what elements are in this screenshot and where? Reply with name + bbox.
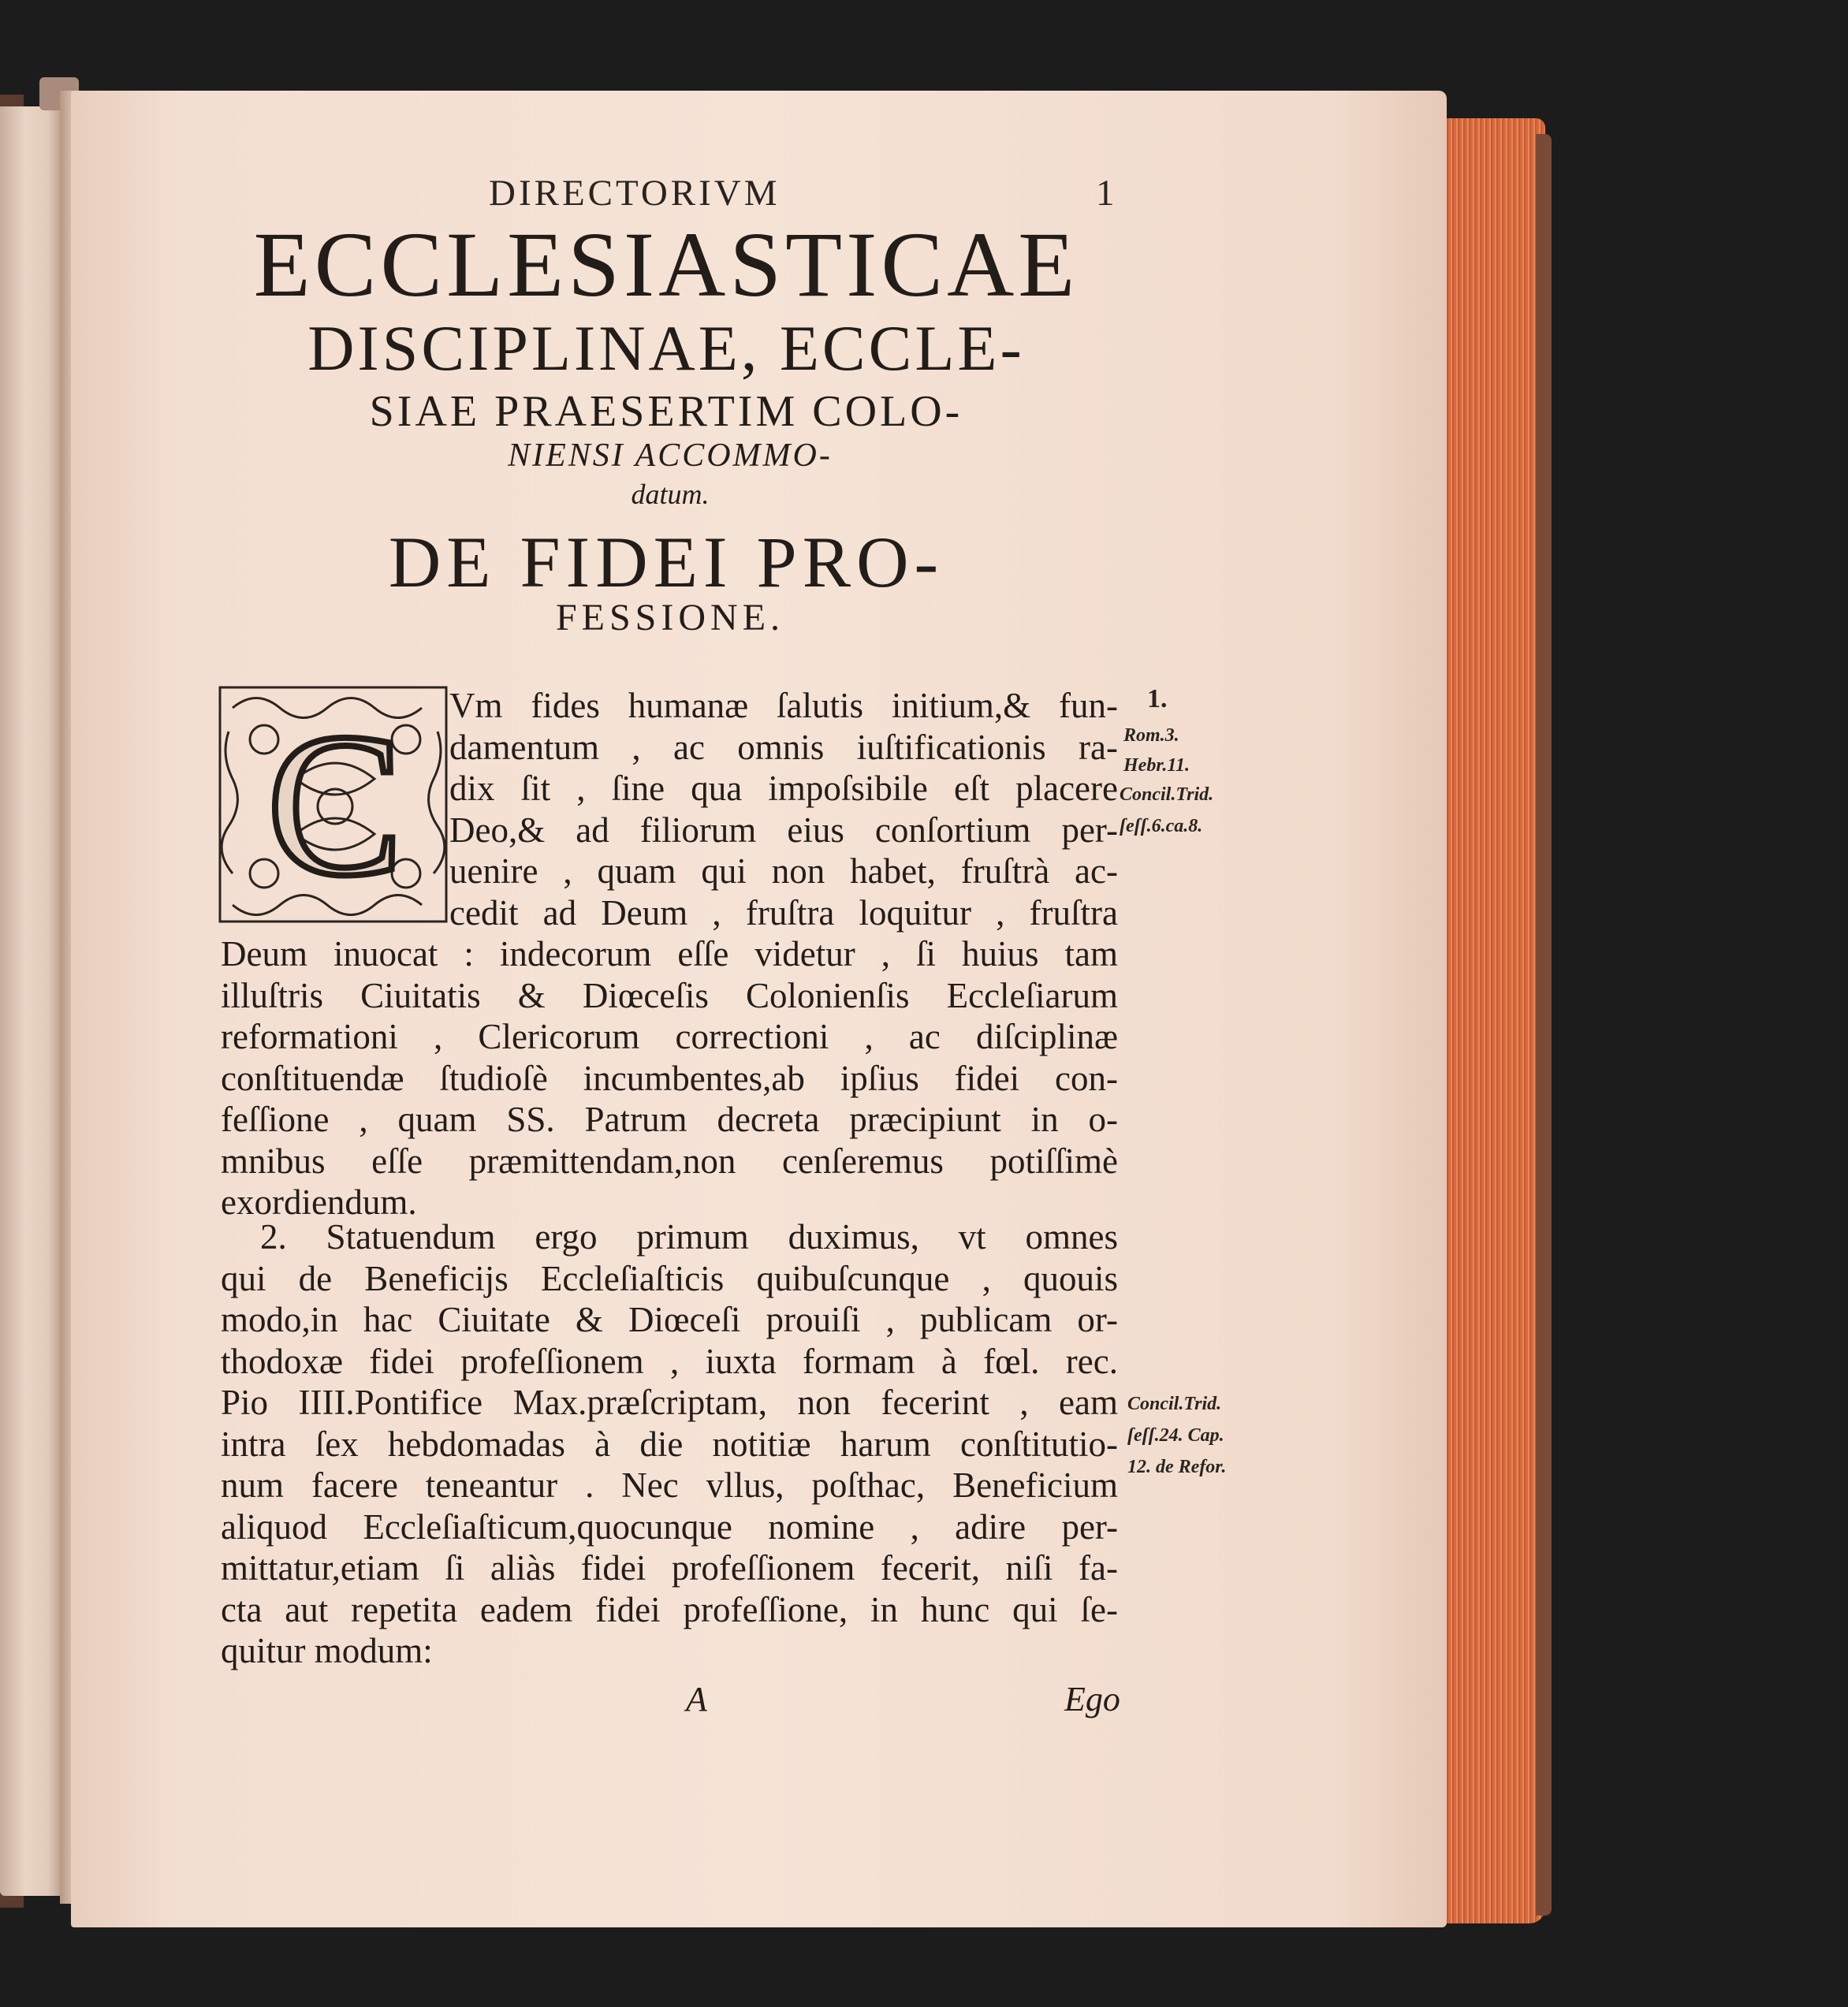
text-line: uenire , quam qui non habet, fruſtrà ac- (449, 851, 1118, 891)
title-line-1: ECCLESIASTICAE (253, 213, 1079, 316)
title-line-4: NIENSI ACCOMMO- (508, 438, 833, 474)
section-heading-line-1: DE FIDEI PRO- (388, 522, 944, 602)
folio-number: 1 (1096, 173, 1115, 214)
margin-note-hebr: Hebr.11. (1123, 755, 1190, 776)
text-line: Deum inuocat : indecorum eſſe videtur , ſi huius tam (221, 934, 1118, 974)
text-line: dix ſit , ſine qua impoſsibile eſt placere (449, 769, 1118, 808)
margin-note-number: 1. (1147, 684, 1168, 713)
title-line-2: DISCIPLINAE, ECCLE- (307, 312, 1025, 384)
text-line: Vm fides humanæ ſalutis initium,& fun- (449, 686, 1118, 725)
page-edges (1443, 118, 1545, 1923)
text-line: num facere teneantur . Nec vllus, poſthac, Beneficium (221, 1465, 1118, 1505)
catchword: Ego (1064, 1680, 1120, 1718)
text-line: aliquod Eccleſiaſticum,quocunque nomine , adire per- (221, 1506, 1118, 1547)
margin-note-rom: Rom.3. (1123, 725, 1179, 746)
text-line: Deo,& ad filiorum eius conſortium per- (449, 810, 1118, 850)
signature-mark: A (686, 1680, 707, 1718)
text-line: qui de Beneficijs Eccleſiaſticis quibuſcunque , quouis (221, 1258, 1118, 1298)
text-line: quitur modum: (221, 1631, 433, 1670)
text-line: exordiendum. (221, 1182, 417, 1222)
text-line: cedit ad Deum , fruſtra loquitur , fruſtra (449, 892, 1118, 933)
margin-note-refor: 12. de Refor. (1127, 1457, 1227, 1477)
margin-note-concil: Concil.Trid. (1120, 784, 1214, 805)
running-title: DIRECTORIVM (489, 173, 781, 214)
text-line: mnibus eſſe præmittendam,non cenſeremus potiſſimè (221, 1141, 1118, 1181)
text-line: mittatur,etiam ſi aliàs fidei profeſſionem fecerit, niſi fa- (221, 1548, 1118, 1588)
text-line: feſſione , quam SS. Patrum decreta præcipiunt in o- (221, 1100, 1118, 1139)
left-page (0, 106, 63, 1896)
title-line-3: SIAE PRAESERTIM COLO- (369, 387, 963, 436)
text-line: modo,in hac Ciuitate & Diœceſi prouiſi , publicam or- (221, 1300, 1118, 1339)
initial-letter: C (266, 691, 404, 918)
text-line: cta aut repetita eadem fidei profeſſione, in hunc qui ſe- (221, 1589, 1118, 1629)
text-line: 2. Statuendum ergo primum duximus, vt omnes (260, 1217, 1118, 1257)
decorated-initial (217, 684, 449, 925)
text-line: Pio IIII.Pontifice Max.præſcriptam, non fecerint , eam (221, 1383, 1118, 1422)
right-cover (1536, 134, 1552, 1916)
text-line: damentum , ac omnis iuſtificationis ra- (449, 727, 1118, 767)
section-heading-line-2: FESSIONE. (555, 597, 785, 639)
title-line-5: datum. (631, 478, 710, 510)
text-line: illuſtris Ciuitatis & Diœceſis Colonienſis Eccleſiarum (221, 975, 1118, 1015)
text-line: reformationi , Clericorum correctioni , ac diſciplinæ (221, 1017, 1118, 1056)
margin-note-sess: ſeſſ.6.ca.8. (1120, 816, 1203, 836)
margin-note-sess-2: ſeſſ.24. Cap. (1127, 1425, 1224, 1446)
text-line: intra ſex hebdomadas à die notitiæ harum conſtitutio- (221, 1424, 1118, 1464)
margin-note-concil-2: Concil.Trid. (1127, 1394, 1222, 1414)
text-line: conſtituendæ ſtudioſè incumbentes,ab ipſius fidei con- (221, 1058, 1118, 1098)
text-line: thodoxæ fidei profeſſionem , iuxta formam à fœl. rec. (221, 1341, 1118, 1381)
